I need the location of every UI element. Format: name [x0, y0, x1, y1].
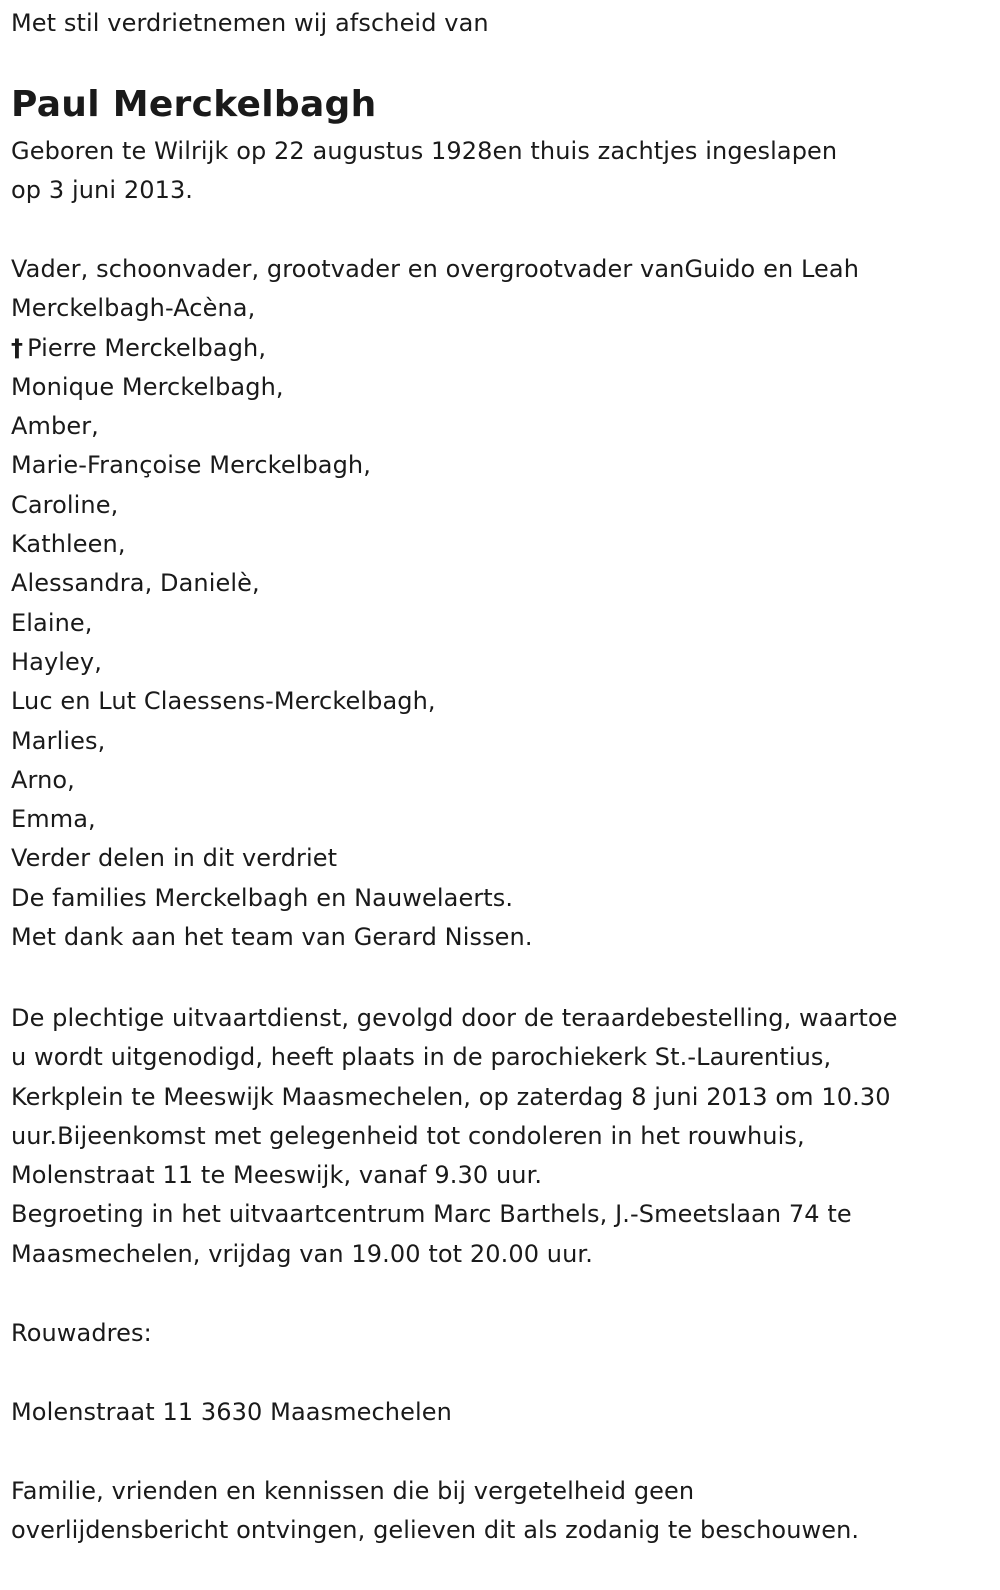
- birth-paragraph: [11, 132, 837, 211]
- family-line: Arno,: [11, 765, 75, 794]
- family-line: Merckelbagh-Acèna,: [11, 294, 256, 323]
- service-line: Molenstraat 11 te Meeswijk, vanaf 9.30 uur.: [11, 1161, 543, 1190]
- birth-line: Geboren te Wilrijk op 22 augustus 1928en thuis zachtjes ingeslapen: [11, 137, 838, 165]
- birth-line: op 3 juni 2013.: [11, 176, 194, 205]
- address-label-block: [11, 1314, 152, 1353]
- service-line: u wordt uitgenodigd, heeft plaats in de parochiekerk St.-Laurentius,: [11, 1043, 832, 1072]
- family-paragraph: [11, 250, 859, 957]
- closing-line: Familie, vrienden en kennissen die bij vergetelheid geen: [11, 1477, 695, 1505]
- cross-icon: †: [11, 333, 24, 362]
- family-line: Emma,: [11, 805, 96, 834]
- family-line: Luc en Lut Claessens-Merckelbagh,: [11, 687, 436, 716]
- service-line: uur.Bijeenkomst met gelegenheid tot condoleren in het rouwhuis,: [11, 1121, 805, 1150]
- family-line: De families Merckelbagh en Nauwelaerts.: [11, 883, 514, 912]
- family-line: Verder delen in dit verdriet: [11, 844, 338, 873]
- address-label: Rouwadres:: [11, 1319, 152, 1347]
- address-text: Molenstraat 11 3630 Maasmechelen: [11, 1398, 452, 1426]
- intro-text: Met stil verdrietnemen wij afscheid van: [11, 9, 489, 37]
- service-line: Maasmechelen, vrijdag van 19.00 tot 20.00 uur.: [11, 1239, 593, 1268]
- service-paragraph: [11, 999, 898, 1274]
- family-line-text: Pierre Merckelbagh,: [27, 333, 267, 362]
- family-line: Marie-Françoise Merckelbagh,: [11, 451, 371, 480]
- family-line: Kathleen,: [11, 530, 126, 559]
- address-block: [11, 1393, 452, 1432]
- closing-line: overlijdensbericht ontvingen, gelieven dit als zodanig te beschouwen.: [11, 1516, 860, 1545]
- service-line: Begroeting in het uitvaartcentrum Marc Barthels, J.-Smeetslaan 74 te: [11, 1200, 852, 1229]
- family-line: Amber,: [11, 412, 99, 441]
- family-line: Met dank aan het team van Gerard Nissen.: [11, 923, 533, 952]
- family-line: Hayley,: [11, 647, 102, 676]
- family-line: Caroline,: [11, 490, 119, 519]
- family-line: Elaine,: [11, 608, 93, 637]
- service-line: De plechtige uitvaartdienst, gevolgd door de teraardebestelling, waartoe: [11, 1004, 898, 1032]
- family-line: Alessandra, Danielè,: [11, 569, 260, 598]
- service-line: Kerkplein te Meeswijk Maasmechelen, op zaterdag 8 juni 2013 om 10.30: [11, 1082, 891, 1111]
- family-line: Marlies,: [11, 726, 106, 755]
- family-line: Vader, schoonvader, grootvader en overgrootvader vanGuido en Leah: [11, 255, 860, 283]
- deceased-name: Paul Merckelbagh: [11, 84, 377, 125]
- family-line-deceased: [11, 329, 859, 368]
- family-line: Monique Merckelbagh,: [11, 372, 284, 401]
- closing-paragraph: [11, 1472, 859, 1551]
